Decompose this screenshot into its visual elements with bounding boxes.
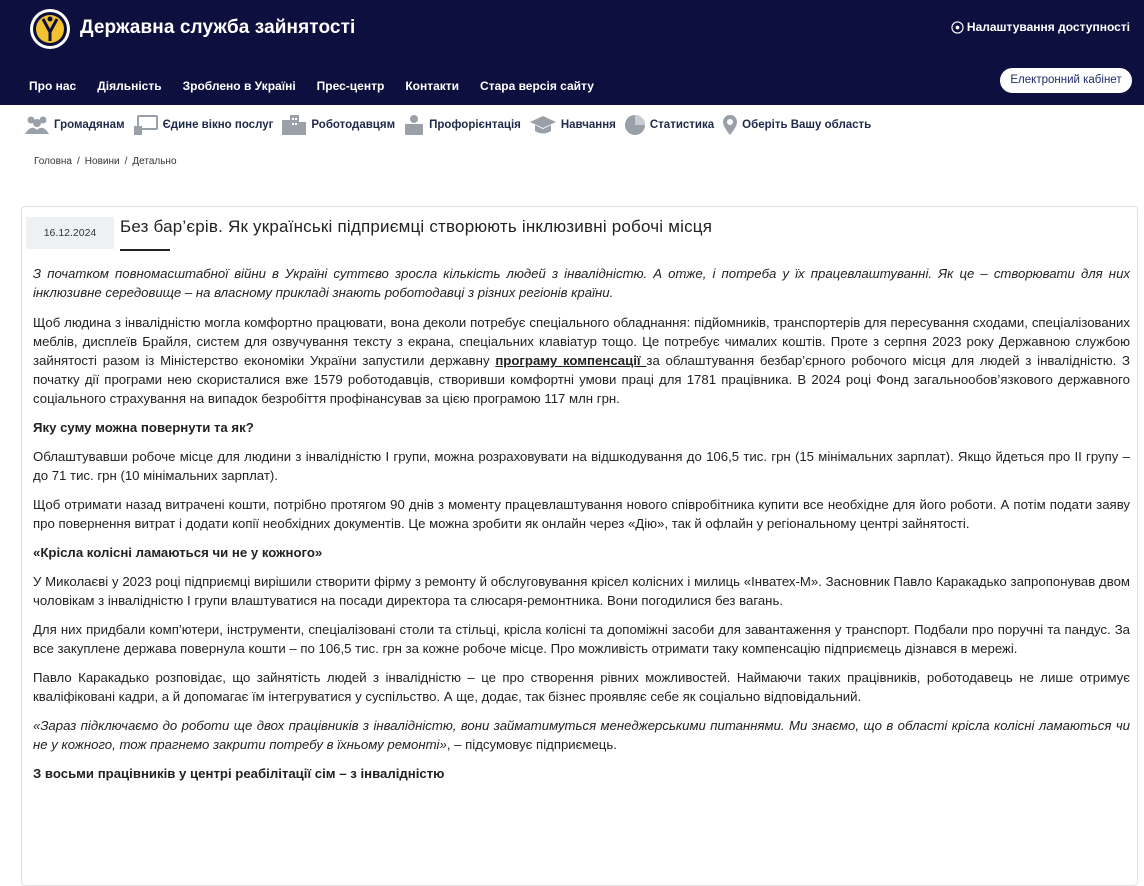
category-label: Профорієнтація (429, 119, 521, 131)
nav-old-site[interactable]: Стара версія сайту (480, 79, 594, 93)
article-subheading: Яку суму можна повернути та як? (33, 420, 254, 435)
accessibility-label: Налаштування доступності (966, 20, 1130, 34)
nav-activity[interactable]: Діяльність (97, 79, 162, 93)
article-title: Без бар’єрів. Як українські підприємці створюють інклюзивні робочі місця (120, 217, 713, 236)
article-paragraph: Павло Каракадько розповідає, що зайнятість людей з інвалідністю – це про створення рівних можливостей. Наймаючи таких працівників, роботодавець не лише отримує кваліфіковані кадри, а й допомагає їм інтегруватися у суспільство. А ще, додає, так бізнес проявляє себе як соціально відповідальний. (33, 670, 1130, 704)
article-lead: З початком повномасштабної війни в Україні суттєво зросла кількість людей з інвалідністю. А отже, і потреба у їх працевлаштуванні. Як це – створювати для них інклюзивне середовище – на власному прикладі знають роботодавці з різних регіонів країни. (33, 266, 1130, 300)
article-subheading: З восьми працівників у центрі реабілітації сім – з інвалідністю (33, 766, 445, 781)
breadcrumb-news[interactable]: Новини (84, 156, 120, 167)
category-single-window[interactable] (133, 114, 274, 136)
breadcrumb-separator: / (124, 156, 128, 167)
nav-about[interactable]: Про нас (29, 79, 77, 93)
nav-press-center[interactable]: Прес-центр (316, 79, 385, 93)
employment-service-logo-icon[interactable] (29, 8, 71, 50)
category-employers[interactable] (281, 114, 395, 136)
map-pin-icon (722, 114, 738, 136)
accessibility-settings-link[interactable] (951, 20, 1130, 34)
category-region-select[interactable] (722, 114, 871, 136)
article-card (21, 206, 1138, 886)
category-label: Громадянам (54, 119, 125, 131)
category-label: Навчання (560, 119, 616, 131)
main-nav (29, 79, 615, 93)
compensation-program-link[interactable]: програму компенсації (495, 353, 647, 368)
category-label: Єдине вікно послуг (162, 119, 274, 131)
nav-contacts[interactable]: Контакти (405, 79, 460, 93)
category-label: Статистика (649, 119, 715, 131)
category-label: Роботодавцям (311, 119, 396, 131)
category-citizens[interactable] (24, 114, 125, 136)
title-underline (120, 249, 170, 251)
article-paragraph: Для них придбали комп’ютери, інструменти, спеціалізовані столи та стільці, крісла колісні та допоміжні засоби для завантаження у транспорт. Подбали про поручні та пандус. За все закуплене держава повернула кошти – по 106,5 тис. грн за кожне робоче місце. Про можливість отримати таку компенсацію підприємець дізнався в мережі. (33, 622, 1130, 656)
breadcrumb (34, 156, 177, 167)
site-header (0, 0, 1144, 105)
electronic-cabinet-button[interactable]: Електронний кабінет (1000, 68, 1132, 93)
article-paragraph: Щоб людина з інвалідністю могла комфортно працювати, вона деколи потребує спеціального обладнання: підйомників, транспортерів для пересування сходами, спеціалізованих меблів, дисплеїв Брайля, систем для озвучування тексту з екрана, спеціальних клавіатур тощо. Це потребує чималих коштів. Проте з серпня 2023 року Державною службою зайнятості разом із Міністерство економіки України запустили державну програму компенсації за облаштування безбар’єрного робочого місця для людей з інвалідністю. З початку дії програми нею скористалися вже 1579 роботодавців, створивши комфортні умови праці для 1781 працівника. В 2024 році Фонд загальнообов’язкового державного соціального страхування на випадок безробіття профінансував за цією програмою 117 млн грн. (33, 315, 1131, 406)
building-icon (281, 114, 307, 136)
breadcrumb-home[interactable]: Головна (34, 156, 72, 167)
breadcrumb-current: Детально (132, 156, 177, 167)
breadcrumb-separator: / (77, 156, 80, 167)
article-quote: «Зараз підключаємо до роботи ще двох працівників з інвалідністю, вони займатимуться менеджерськими питаннями. Ми знаємо, що в області крісла колісні ламаються чи не у кожного, тож прагнемо закрити потребу в їхньому ремонті», – підсумовує підприємець. (33, 718, 1130, 752)
graduation-cap-icon (529, 114, 557, 136)
eye-icon (951, 21, 964, 34)
briefcase-person-icon (403, 114, 425, 136)
article-paragraph: У Миколаєві у 2023 році підприємці вирішили створити фірму з ремонту й обслуговування крісел колісних і милиць «Інватех-М». Засновник Павло Каракадько запропонував двом чоловікам з інвалідністю І групи влаштуватися на посади директора та слюсаря-ремонтника. Вони погодилися без вагань. (33, 574, 1130, 608)
article-date: 16.12.2024 (26, 217, 114, 249)
people-icon (24, 114, 50, 136)
category-career-guidance[interactable] (403, 114, 521, 136)
pie-chart-icon (624, 114, 646, 136)
nav-made-in-ukraine[interactable]: Зроблено в Україні (182, 79, 296, 93)
category-statistics[interactable] (624, 114, 714, 136)
article-subheading: «Крісла колісні ламаються чи не у кожного» (33, 545, 323, 560)
article-paragraph: Облаштувавши робоче місце для людини з інвалідністю І групи, можна розраховувати на відшкодування до 106,5 тис. грн (15 мінімальних зарплат). Якщо йдеться про ІІ групу – до 71 тис. грн (10 мінімальних зарплат). (33, 449, 1130, 483)
category-nav (24, 113, 879, 137)
category-education[interactable] (529, 114, 616, 136)
article-paragraph: Щоб отримати назад витрачені кошти, потрібно протягом 90 днів з моменту працевлаштування нового співробітника купити все необхідне для його роботи. А потім подати заяву про повернення витрат і додати копії необхідних документів. Це можна зробити як онлайн через «Дію», так й офлайн у регіональному центрі зайнятості. (33, 497, 1130, 531)
article-body (33, 264, 1130, 793)
site-title[interactable]: Державна служба зайнятості (80, 17, 356, 38)
category-label: Оберіть Вашу область (742, 119, 872, 131)
services-window-icon (133, 114, 159, 136)
